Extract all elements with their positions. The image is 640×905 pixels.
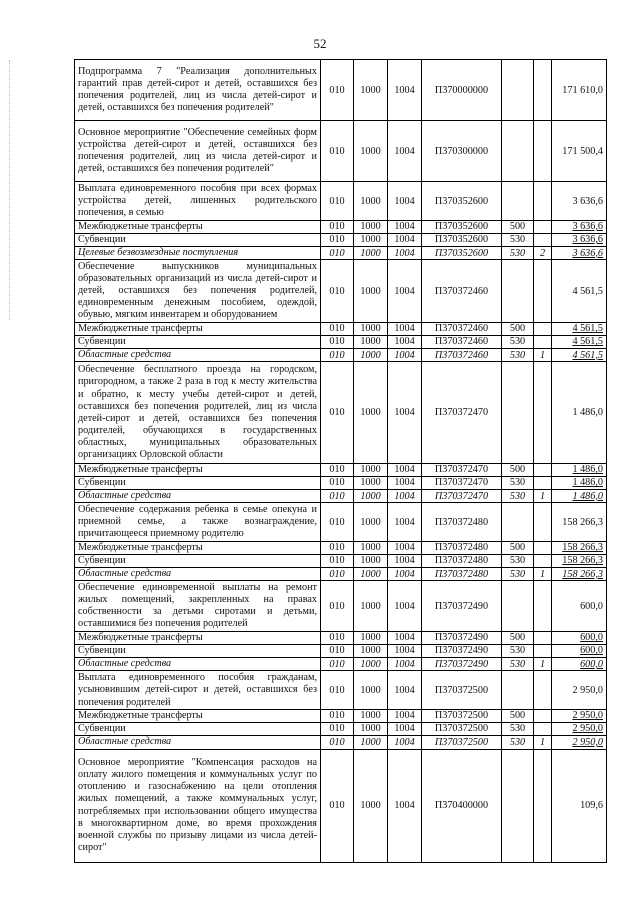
margin-dotted-line xyxy=(9,60,11,320)
subsection-detail-cell: 1004 xyxy=(388,121,422,182)
source-cell xyxy=(534,477,552,490)
section-code-cell: 010 xyxy=(321,671,354,710)
table-row-source xyxy=(75,658,607,671)
subsection-code-cell: 1000 xyxy=(354,234,388,247)
amount-cell: 109,6 xyxy=(552,749,607,862)
subsection-detail-cell: 1004 xyxy=(388,736,422,749)
table-row-item xyxy=(75,121,607,182)
section-code-cell: 010 xyxy=(321,581,354,632)
budget-table-body xyxy=(75,60,607,863)
row-name-cell: Межбюджетные трансферты xyxy=(75,221,321,234)
subsection-detail-cell: 1004 xyxy=(388,247,422,260)
expense-type-cell: 530 xyxy=(502,234,534,247)
source-cell xyxy=(534,323,552,336)
amount-cell: 4 561,5 xyxy=(552,349,607,362)
section-code-cell: 010 xyxy=(321,60,354,121)
expense-type-cell: 530 xyxy=(502,645,534,658)
source-cell xyxy=(534,555,552,568)
expense-type-cell: 500 xyxy=(502,464,534,477)
section-code-cell: 010 xyxy=(321,121,354,182)
subsection-detail-cell: 1004 xyxy=(388,632,422,645)
table-row-detail xyxy=(75,632,607,645)
table-row-source xyxy=(75,568,607,581)
subsection-code-cell: 1000 xyxy=(354,477,388,490)
expense-type-cell: 530 xyxy=(502,336,534,349)
section-code-cell: 010 xyxy=(321,349,354,362)
subsection-code-cell: 1000 xyxy=(354,736,388,749)
table-row-item xyxy=(75,60,607,121)
subsection-code-cell: 1000 xyxy=(354,323,388,336)
table-row-detail xyxy=(75,723,607,736)
row-name-cell: Областные средства xyxy=(75,490,321,503)
subsection-detail-cell: 1004 xyxy=(388,723,422,736)
target-article-cell: П370352600 xyxy=(422,234,502,247)
amount-cell: 1 486,0 xyxy=(552,362,607,464)
row-name-cell: Областные средства xyxy=(75,568,321,581)
section-code-cell: 010 xyxy=(321,645,354,658)
amount-cell: 600,0 xyxy=(552,581,607,632)
row-name-cell: Межбюджетные трансферты xyxy=(75,710,321,723)
row-name-cell: Областные средства xyxy=(75,736,321,749)
subsection-detail-cell: 1004 xyxy=(388,182,422,221)
section-code-cell: 010 xyxy=(321,542,354,555)
amount-cell: 2 950,0 xyxy=(552,671,607,710)
amount-cell: 2 950,0 xyxy=(552,723,607,736)
expense-type-cell xyxy=(502,671,534,710)
subsection-detail-cell: 1004 xyxy=(388,60,422,121)
source-cell: 2 xyxy=(534,247,552,260)
amount-cell: 171 500,4 xyxy=(552,121,607,182)
subsection-code-cell: 1000 xyxy=(354,503,388,542)
row-name-cell: Субвенции xyxy=(75,477,321,490)
source-cell xyxy=(534,671,552,710)
table-row-detail xyxy=(75,477,607,490)
expense-type-cell xyxy=(502,182,534,221)
table-row-source xyxy=(75,247,607,260)
target-article-cell: П370352600 xyxy=(422,182,502,221)
table-row-detail xyxy=(75,542,607,555)
subsection-detail-cell: 1004 xyxy=(388,503,422,542)
expense-type-cell: 500 xyxy=(502,221,534,234)
subsection-detail-cell: 1004 xyxy=(388,221,422,234)
target-article-cell: П370372490 xyxy=(422,645,502,658)
source-cell xyxy=(534,182,552,221)
subsection-code-cell: 1000 xyxy=(354,542,388,555)
amount-cell: 1 486,0 xyxy=(552,464,607,477)
expense-type-cell xyxy=(502,121,534,182)
row-name-cell: Обеспечение содержания ребенка в семье опекуна и приемной семье, а также вознаграждение, причитающееся приемному родителю xyxy=(75,503,321,542)
target-article-cell: П370400000 xyxy=(422,749,502,862)
amount-cell: 171 610,0 xyxy=(552,60,607,121)
section-code-cell: 010 xyxy=(321,362,354,464)
expense-type-cell: 530 xyxy=(502,568,534,581)
expense-type-cell: 530 xyxy=(502,247,534,260)
expense-type-cell: 530 xyxy=(502,477,534,490)
section-code-cell: 010 xyxy=(321,221,354,234)
row-name-cell: Выплата единовременного пособия при всех формах устройства детей, лишенных родительского попечения, в семью xyxy=(75,182,321,221)
subsection-detail-cell: 1004 xyxy=(388,555,422,568)
table-row-item xyxy=(75,260,607,323)
row-name-cell: Обеспечение выпускников муниципальных образовательных организаций из числа детей-сирот и детей, оставшихся без попечения родителей, единовременным денежным пособием, одеждой, обувью, мягким инвентарем и оборудованием xyxy=(75,260,321,323)
source-cell xyxy=(534,581,552,632)
amount-cell: 4 561,5 xyxy=(552,260,607,323)
amount-cell: 158 266,3 xyxy=(552,503,607,542)
section-code-cell: 010 xyxy=(321,234,354,247)
subsection-detail-cell: 1004 xyxy=(388,362,422,464)
target-article-cell: П370372500 xyxy=(422,710,502,723)
amount-cell: 1 486,0 xyxy=(552,477,607,490)
section-code-cell: 010 xyxy=(321,555,354,568)
target-article-cell: П370372470 xyxy=(422,464,502,477)
amount-cell: 4 561,5 xyxy=(552,336,607,349)
subsection-code-cell: 1000 xyxy=(354,336,388,349)
target-article-cell: П370000000 xyxy=(422,60,502,121)
subsection-code-cell: 1000 xyxy=(354,671,388,710)
subsection-detail-cell: 1004 xyxy=(388,710,422,723)
subsection-detail-cell: 1004 xyxy=(388,477,422,490)
source-cell xyxy=(534,336,552,349)
target-article-cell: П370372490 xyxy=(422,632,502,645)
subsection-code-cell: 1000 xyxy=(354,645,388,658)
row-name-cell: Межбюджетные трансферты xyxy=(75,542,321,555)
expense-type-cell: 500 xyxy=(502,323,534,336)
section-code-cell: 010 xyxy=(321,336,354,349)
subsection-code-cell: 1000 xyxy=(354,362,388,464)
source-cell xyxy=(534,542,552,555)
subsection-code-cell: 1000 xyxy=(354,749,388,862)
source-cell: 1 xyxy=(534,349,552,362)
subsection-detail-cell: 1004 xyxy=(388,349,422,362)
subsection-detail-cell: 1004 xyxy=(388,658,422,671)
amount-cell: 4 561,5 xyxy=(552,323,607,336)
section-code-cell: 010 xyxy=(321,323,354,336)
source-cell xyxy=(534,234,552,247)
table-row-item xyxy=(75,182,607,221)
row-name-cell: Выплата единовременного пособия гражданам, усыновившим детей-сирот и детей, оставшихся без попечения родителей xyxy=(75,671,321,710)
subsection-detail-cell: 1004 xyxy=(388,323,422,336)
table-row-detail xyxy=(75,323,607,336)
subsection-code-cell: 1000 xyxy=(354,247,388,260)
expense-type-cell: 500 xyxy=(502,632,534,645)
row-name-cell: Основное мероприятие "Обеспечение семейных форм устройства детей-сирот и детей, оставшихся без попечения родителей, лиц из числа детей-сирот и детей, оставшихся без попечения родителей" xyxy=(75,121,321,182)
amount-cell: 1 486,0 xyxy=(552,490,607,503)
subsection-detail-cell: 1004 xyxy=(388,464,422,477)
source-cell: 1 xyxy=(534,490,552,503)
row-name-cell: Межбюджетные трансферты xyxy=(75,632,321,645)
row-name-cell: Субвенции xyxy=(75,723,321,736)
subsection-code-cell: 1000 xyxy=(354,568,388,581)
amount-cell: 158 266,3 xyxy=(552,568,607,581)
target-article-cell: П370372470 xyxy=(422,362,502,464)
subsection-detail-cell: 1004 xyxy=(388,490,422,503)
row-name-cell: Субвенции xyxy=(75,234,321,247)
expense-type-cell xyxy=(502,60,534,121)
amount-cell: 600,0 xyxy=(552,632,607,645)
target-article-cell: П370372490 xyxy=(422,581,502,632)
expense-type-cell: 500 xyxy=(502,542,534,555)
subsection-code-cell: 1000 xyxy=(354,555,388,568)
subsection-detail-cell: 1004 xyxy=(388,568,422,581)
amount-cell: 158 266,3 xyxy=(552,542,607,555)
table-row-source xyxy=(75,736,607,749)
section-code-cell: 010 xyxy=(321,749,354,862)
expense-type-cell xyxy=(502,503,534,542)
table-row-item xyxy=(75,581,607,632)
expense-type-cell xyxy=(502,581,534,632)
source-cell xyxy=(534,710,552,723)
table-row-source xyxy=(75,349,607,362)
target-article-cell: П370300000 xyxy=(422,121,502,182)
table-row-item xyxy=(75,749,607,862)
target-article-cell: П370372480 xyxy=(422,568,502,581)
expense-type-cell xyxy=(502,260,534,323)
section-code-cell: 010 xyxy=(321,658,354,671)
source-cell: 1 xyxy=(534,568,552,581)
table-row-detail xyxy=(75,234,607,247)
section-code-cell: 010 xyxy=(321,568,354,581)
section-code-cell: 010 xyxy=(321,464,354,477)
table-row-detail xyxy=(75,645,607,658)
page-number: 52 xyxy=(313,36,327,51)
budget-table xyxy=(74,59,607,863)
row-name-cell: Областные средства xyxy=(75,658,321,671)
table-row-item xyxy=(75,671,607,710)
subsection-code-cell: 1000 xyxy=(354,349,388,362)
amount-cell: 3 636,6 xyxy=(552,247,607,260)
table-row-item xyxy=(75,362,607,464)
subsection-code-cell: 1000 xyxy=(354,632,388,645)
target-article-cell: П370352600 xyxy=(422,221,502,234)
subsection-code-cell: 1000 xyxy=(354,121,388,182)
row-name-cell: Целевые безвозмездные поступления xyxy=(75,247,321,260)
target-article-cell: П370372480 xyxy=(422,542,502,555)
target-article-cell: П370372500 xyxy=(422,723,502,736)
subsection-detail-cell: 1004 xyxy=(388,671,422,710)
subsection-code-cell: 1000 xyxy=(354,221,388,234)
expense-type-cell: 530 xyxy=(502,723,534,736)
amount-cell: 2 950,0 xyxy=(552,736,607,749)
subsection-code-cell: 1000 xyxy=(354,60,388,121)
section-code-cell: 010 xyxy=(321,710,354,723)
section-code-cell: 010 xyxy=(321,723,354,736)
amount-cell: 600,0 xyxy=(552,645,607,658)
amount-cell: 2 950,0 xyxy=(552,710,607,723)
target-article-cell: П370372460 xyxy=(422,323,502,336)
row-name-cell: Субвенции xyxy=(75,336,321,349)
subsection-code-cell: 1000 xyxy=(354,464,388,477)
target-article-cell: П370372480 xyxy=(422,503,502,542)
row-name-cell: Основное мероприятие "Компенсация расходов на оплату жилого помещения и коммунальных услуг по отоплению и газоснабжению на цели отопления жилых помещений, а также коммунальных услуг, потребляемых при использовании общего имущества в многоквартирном доме, во время прохождения военной службы по призыву лицами из числа детей-сирот" xyxy=(75,749,321,862)
target-article-cell: П370372460 xyxy=(422,336,502,349)
section-code-cell: 010 xyxy=(321,247,354,260)
row-name-cell: Обеспечение единовременной выплаты на ремонт жилых помещений, закрепленных на правах собственности за детьми сиротами и детьми, оставшимися без попечения родителей xyxy=(75,581,321,632)
source-cell xyxy=(534,60,552,121)
table-row-detail xyxy=(75,464,607,477)
target-article-cell: П370372480 xyxy=(422,555,502,568)
subsection-detail-cell: 1004 xyxy=(388,749,422,862)
source-cell xyxy=(534,260,552,323)
target-article-cell: П370372470 xyxy=(422,477,502,490)
source-cell: 1 xyxy=(534,736,552,749)
section-code-cell: 010 xyxy=(321,477,354,490)
subsection-detail-cell: 1004 xyxy=(388,645,422,658)
source-cell xyxy=(534,503,552,542)
target-article-cell: П370372460 xyxy=(422,349,502,362)
source-cell xyxy=(534,723,552,736)
target-article-cell: П370372500 xyxy=(422,671,502,710)
row-name-cell: Субвенции xyxy=(75,555,321,568)
source-cell: 1 xyxy=(534,658,552,671)
target-article-cell: П370372470 xyxy=(422,490,502,503)
section-code-cell: 010 xyxy=(321,490,354,503)
expense-type-cell: 530 xyxy=(502,349,534,362)
source-cell xyxy=(534,645,552,658)
table-row-detail xyxy=(75,221,607,234)
subsection-detail-cell: 1004 xyxy=(388,542,422,555)
subsection-code-cell: 1000 xyxy=(354,490,388,503)
row-name-cell: Обеспечение бесплатного проезда на городском, пригородном, а также 2 раза в год к месту жительства и обратно, к месту учебы детей-сирот и детей, оставшихся без попечения родителей, лиц из числа детей-сирот и детей, оставшихся без попечения родителей, обучающихся в государственных областных, муниципальных образовательных организациях Орловской области xyxy=(75,362,321,464)
amount-cell: 3 636,6 xyxy=(552,182,607,221)
row-name-cell: Межбюджетные трансферты xyxy=(75,323,321,336)
source-cell xyxy=(534,464,552,477)
amount-cell: 600,0 xyxy=(552,658,607,671)
table-row-detail xyxy=(75,336,607,349)
row-name-cell: Межбюджетные трансферты xyxy=(75,464,321,477)
source-cell xyxy=(534,632,552,645)
subsection-code-cell: 1000 xyxy=(354,260,388,323)
table-row-source xyxy=(75,490,607,503)
target-article-cell: П370372460 xyxy=(422,260,502,323)
subsection-code-cell: 1000 xyxy=(354,723,388,736)
target-article-cell: П370372500 xyxy=(422,736,502,749)
subsection-detail-cell: 1004 xyxy=(388,234,422,247)
target-article-cell: П370372490 xyxy=(422,658,502,671)
source-cell xyxy=(534,121,552,182)
expense-type-cell: 530 xyxy=(502,555,534,568)
section-code-cell: 010 xyxy=(321,632,354,645)
source-cell xyxy=(534,362,552,464)
table-row-detail xyxy=(75,555,607,568)
expense-type-cell: 530 xyxy=(502,490,534,503)
row-name-cell: Подпрограмма 7 "Реализация дополнительных гарантий прав детей-сирот и детей, оставшихся без попечения родителей, лиц из числа детей-сирот и детей, оставшихся без попечения родителей" xyxy=(75,60,321,121)
amount-cell: 3 636,6 xyxy=(552,221,607,234)
subsection-detail-cell: 1004 xyxy=(388,336,422,349)
section-code-cell: 010 xyxy=(321,503,354,542)
subsection-code-cell: 1000 xyxy=(354,658,388,671)
expense-type-cell: 530 xyxy=(502,658,534,671)
source-cell xyxy=(534,749,552,862)
expense-type-cell: 530 xyxy=(502,736,534,749)
source-cell xyxy=(534,221,552,234)
target-article-cell: П370352600 xyxy=(422,247,502,260)
table-row-detail xyxy=(75,710,607,723)
section-code-cell: 010 xyxy=(321,260,354,323)
subsection-code-cell: 1000 xyxy=(354,581,388,632)
section-code-cell: 010 xyxy=(321,182,354,221)
row-name-cell: Областные средства xyxy=(75,349,321,362)
expense-type-cell xyxy=(502,362,534,464)
subsection-code-cell: 1000 xyxy=(354,182,388,221)
expense-type-cell: 500 xyxy=(502,710,534,723)
table-row-item xyxy=(75,503,607,542)
amount-cell: 158 266,3 xyxy=(552,555,607,568)
subsection-detail-cell: 1004 xyxy=(388,260,422,323)
expense-type-cell xyxy=(502,749,534,862)
row-name-cell: Субвенции xyxy=(75,645,321,658)
amount-cell: 3 636,6 xyxy=(552,234,607,247)
subsection-detail-cell: 1004 xyxy=(388,581,422,632)
section-code-cell: 010 xyxy=(321,736,354,749)
subsection-code-cell: 1000 xyxy=(354,710,388,723)
